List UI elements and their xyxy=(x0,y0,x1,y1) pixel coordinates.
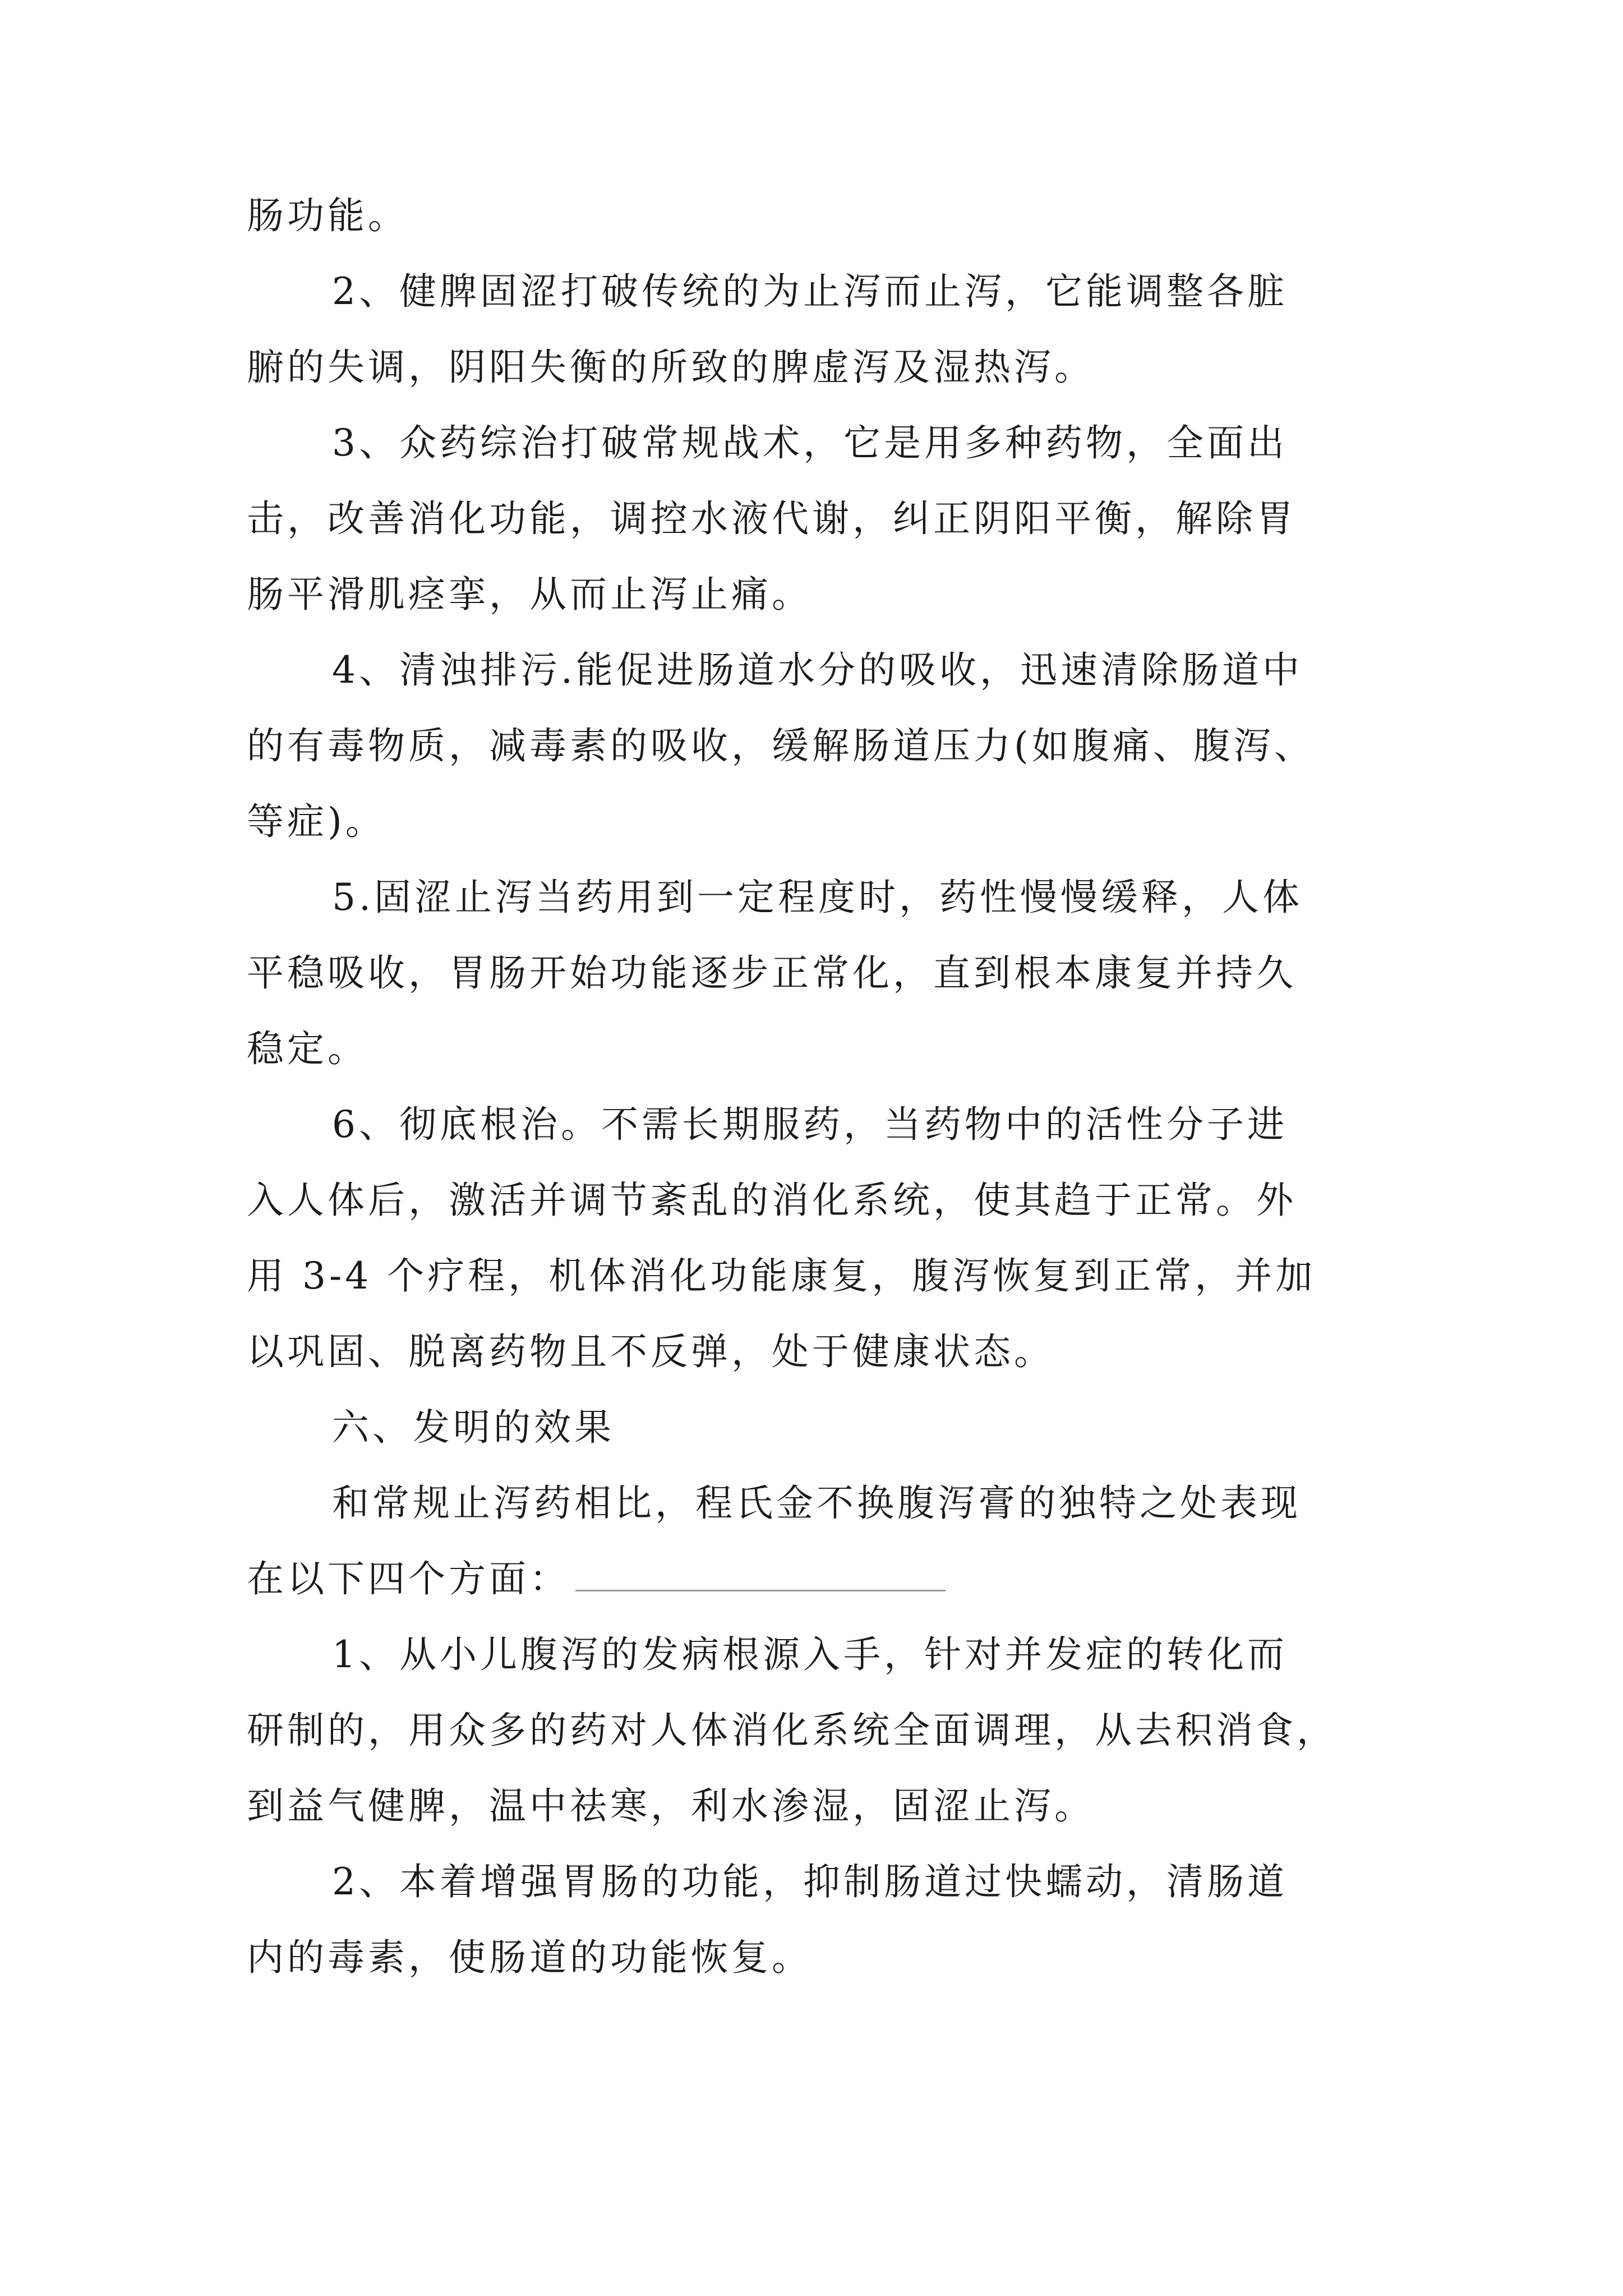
text-segment: 在以下四个方面： xyxy=(247,1557,570,1600)
text-line-with-blank xyxy=(247,1557,946,1602)
text-line: 6、彻底根治。不需长期服药，当药物中的活性分子进 xyxy=(332,1103,1288,1146)
text-line: 2、健脾固涩打破传统的为止泻而止泻，它能调整各脏 xyxy=(332,270,1288,313)
text-line: 的有毒物质，减毒素的吸收，缓解肠道压力(如腹痛、腹泻、 xyxy=(247,724,1315,767)
text-line: 肠功能。 xyxy=(247,194,408,237)
text-line: 腑的失调，阴阳失衡的所致的脾虚泻及湿热泻。 xyxy=(247,346,1095,389)
text-line: 5.固涩止泻当药用到一定程度时，药性慢慢缓释，人体 xyxy=(332,876,1303,919)
blank-underline xyxy=(575,1588,946,1591)
section-heading: 六、发明的效果 xyxy=(332,1406,615,1449)
text-line: 击，改善消化功能，调控水液代谢，纠正阴阳平衡，解除胃 xyxy=(247,497,1297,540)
text-line: 研制的，用众多的药对人体消化系统全面调理，从去积消食， xyxy=(247,1709,1337,1752)
text-line: 内的毒素，使肠道的功能恢复。 xyxy=(247,1936,812,1979)
text-line: 3、众药综治打破常规战术，它是用多种药物，全面出 xyxy=(332,421,1288,464)
text-line: 稳定。 xyxy=(247,1027,368,1070)
text-line: 用 3-4 个疗程，机体消化功能康复，腹泻恢复到正常，并加 xyxy=(247,1254,1316,1297)
text-line: 4、清浊排污.能促进肠道水分的吸收，迅速清除肠道中 xyxy=(332,648,1303,692)
text-line: 平稳吸收，胃肠开始功能逐步正常化，直到根本康复并持久 xyxy=(247,951,1297,995)
text-line: 入人体后，激活并调节紊乱的消化系统，使其趋于正常。外 xyxy=(247,1179,1297,1222)
text-line: 以巩固、脱离药物且不反弹，处于健康状态。 xyxy=(247,1330,1054,1373)
text-line: 和常规止泻药相比，程氏金不换腹泻膏的独特之处表现 xyxy=(332,1481,1301,1525)
text-line: 到益气健脾，温中祛寒，利水渗湿，固涩止泻。 xyxy=(247,1784,1095,1828)
text-line: 2、本着增强胃肠的功能，抑制肠道过快蠕动，清肠道 xyxy=(332,1860,1288,1903)
text-line: 等症)。 xyxy=(247,800,386,843)
text-line: 1、从小儿腹泻的发病根源入手，针对并发症的转化而 xyxy=(332,1633,1288,1676)
text-line: 肠平滑肌痉挛，从而止泻止痛。 xyxy=(247,573,812,616)
